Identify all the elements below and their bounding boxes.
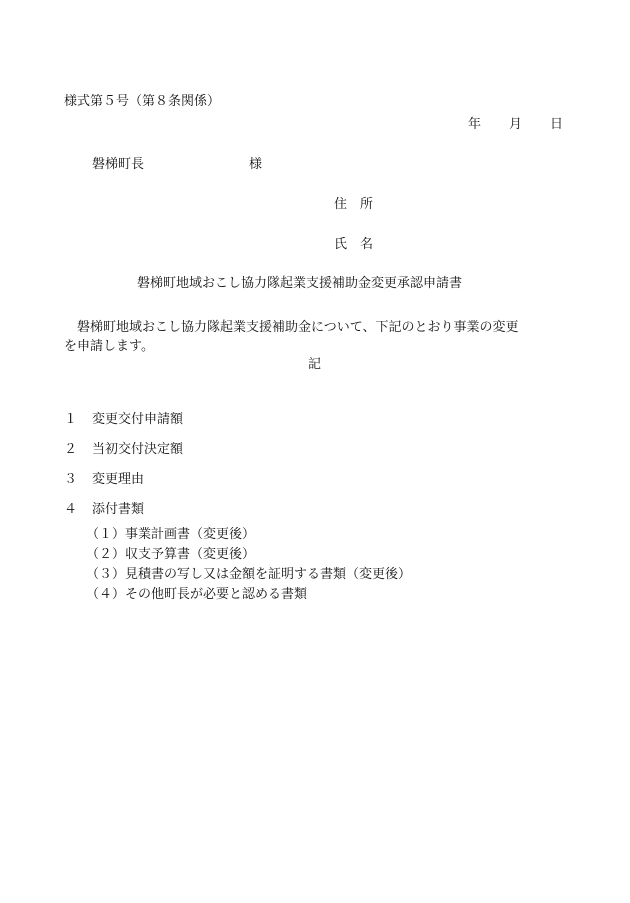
list-item	[64, 473, 144, 486]
item-label: 当初交付決定額	[92, 442, 184, 457]
addressee	[92, 157, 263, 172]
item-number: １	[64, 412, 78, 427]
item-label: 変更交付申請額	[92, 412, 184, 427]
attachment-item: （１）事業計画書（変更後）	[86, 527, 256, 542]
attachment-item: （２）収支予算書（変更後）	[86, 547, 256, 562]
date-day-label: 日	[550, 117, 564, 132]
attachment-item: （４）その他町長が必要と認める書類	[86, 587, 308, 602]
body-line-2: を申請します。	[64, 339, 154, 355]
body-line-1: 磐梯町地域おこし協力隊起業支援補助金について、下記のとおり事業の変更	[64, 320, 519, 335]
list-item	[64, 503, 144, 516]
item-label: 添付書類	[92, 502, 145, 517]
list-item	[64, 443, 183, 456]
addressee-name: 磐梯町長	[92, 157, 145, 172]
addressee-honorific: 様	[249, 157, 263, 172]
name-label: 氏 名	[334, 237, 374, 252]
form-number: 様式第５号（第８条関係）	[64, 94, 221, 109]
item-number: ３	[64, 472, 78, 487]
body-paragraph	[64, 318, 584, 356]
item-number: ４	[64, 502, 78, 517]
date-year-label: 年	[468, 117, 482, 132]
date-line	[468, 118, 563, 131]
document-title: 磐梯町地域おこし協力隊起業支援補助金変更承認申請書	[137, 276, 463, 291]
list-item	[64, 413, 183, 426]
address-label: 住 所	[334, 197, 374, 212]
date-month-label: 月	[509, 117, 523, 132]
item-label: 変更理由	[92, 472, 145, 487]
attachment-item: （３）見積書の写し又は金額を証明する書類（変更後）	[86, 567, 412, 582]
item-number: ２	[64, 442, 78, 457]
ki-heading: 記	[308, 357, 322, 372]
